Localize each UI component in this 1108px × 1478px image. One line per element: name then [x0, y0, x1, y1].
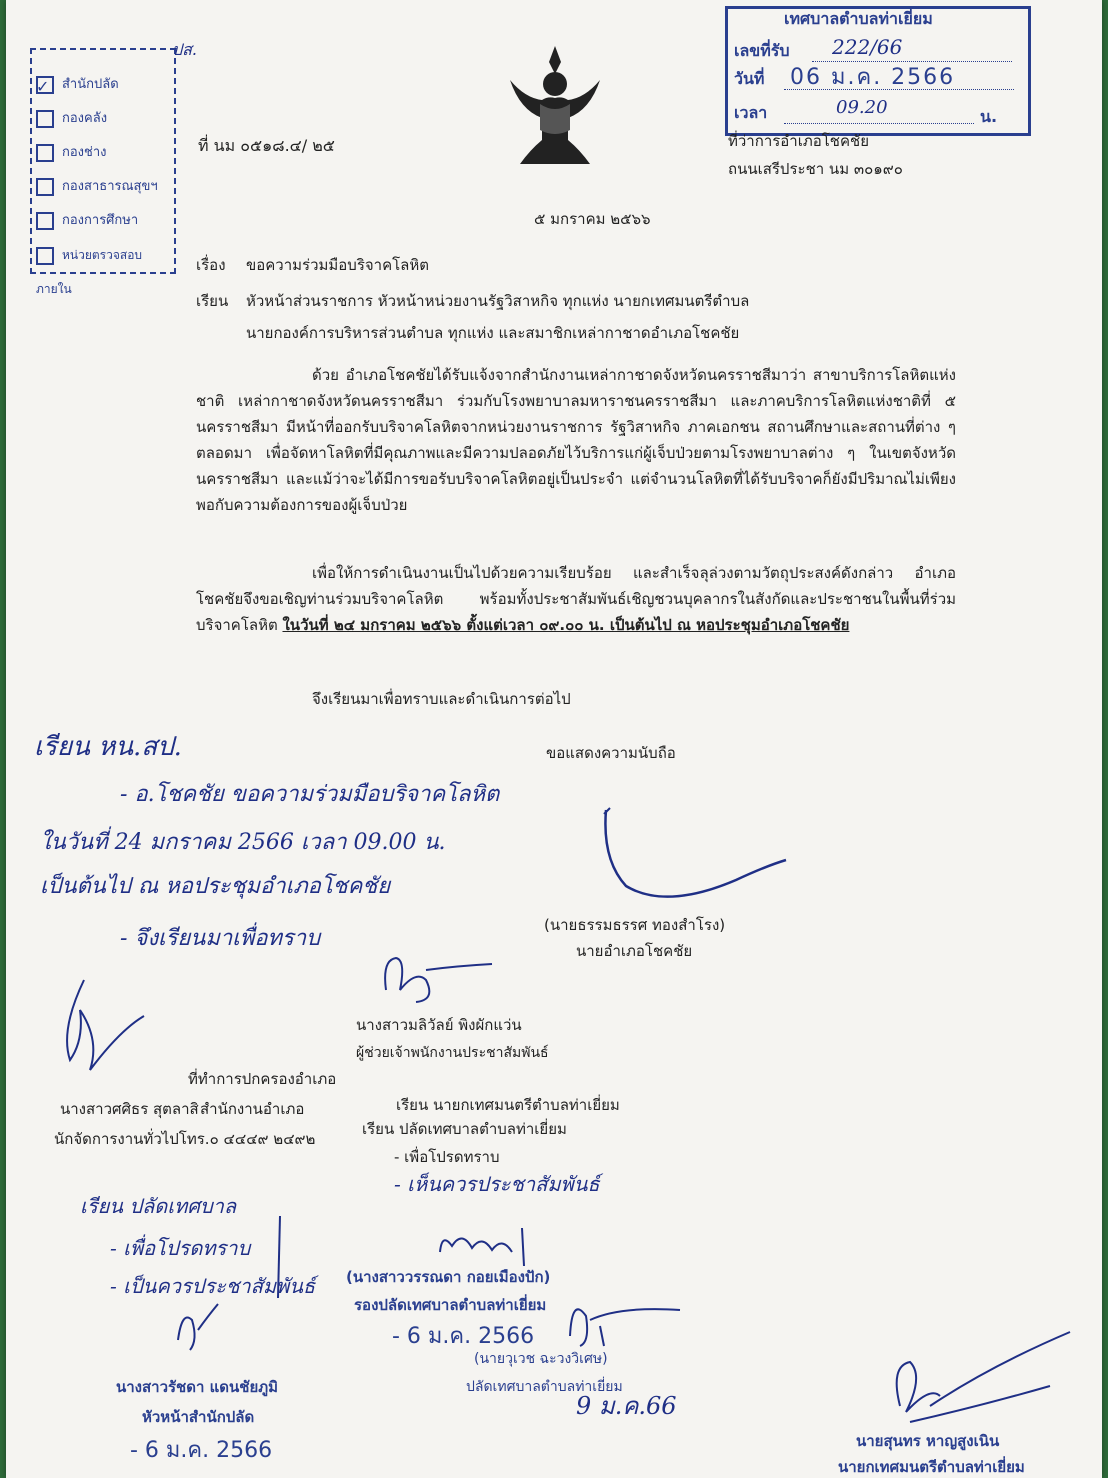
subject-label: เรื่อง — [196, 256, 226, 274]
clerk-date: 9 ม.ค.66 — [576, 1392, 677, 1420]
receive-time-unit: น. — [980, 107, 998, 126]
handwritten-note-1-line4: เป็นต้นไป ณ หอประชุมอำเภอโชคชัย — [40, 874, 391, 899]
mayor-name: นายสุนทร หาญสูงเนิน — [856, 1432, 1000, 1450]
regards: ขอแสดงความนับถือ — [546, 744, 676, 762]
minute-item-1: - เพื่อโปรดทราบ — [394, 1148, 500, 1166]
office-name: ที่ว่าการอำเภอโชคชัย — [728, 132, 869, 150]
paragraph-1: ด้วย อำเภอโชคชัยได้รับแจ้งจากสำนักงานเหล่ากาชาดจังหวัดนครราชสีมาว่า สาขาบริการโลหิตแห่งชาติ เหล่ากาชาดจังหวัดนครราชสีมา ร่วมกับโรงพยาบาลมหาราชนครราชสีมา และภาคบริการโลหิตแห่งชาติที่ ๕ นครราชสีมา มีหน้าที่ออกรับบริจาคโลหิตจากหน่วยงานราชการ รัฐวิสาหกิจ ภาคเอกชน สถานศึกษาและสถานที่ต่าง ๆ ตลอดมา เพื่อจัดหาโลหิตที่มีคุณภาพและมีความปลอดภัยไว้บริการแก่ผู้เจ็บป่วยตามโรงพยาบาลต่าง ๆ ในเขตจังหวัดนครราชสีมา และแม้ว่าจะได้มีการขอรับบริจาคโลหิตอยู่เป็นประจำ แต่จำนวนโลหิตที่ได้รับบริจาคก็ยังมีปริมาณไม่เพียงพอกับความต้องการของผู้เจ็บป่วย — [196, 366, 956, 514]
garuda-emblem-icon — [490, 40, 620, 170]
clerk-title: ปลัดเทศบาลตำบลท่าเยี่ยม — [466, 1379, 623, 1395]
signer-name: (นายธรรมธรรศ ทองสำโรง) — [544, 916, 726, 934]
deputy-signature — [432, 1222, 532, 1272]
checkbox-icon — [36, 110, 54, 128]
routing-list — [36, 68, 174, 306]
to-clerk: เรียน ปลัดเทศบาลตำบลท่าเยี่ยม — [362, 1120, 567, 1138]
clerk-signature — [560, 1286, 690, 1356]
handwritten-note-2-line1: เรียน ปลัดเทศบาล — [80, 1194, 237, 1218]
routing-stamp — [30, 40, 198, 296]
district-chief-signature — [596, 800, 796, 910]
to-label: เรียน — [196, 292, 229, 310]
officer-name: นางสาวมลิวัลย์ พิงผักแว่น — [356, 1016, 522, 1034]
deputy-title: รองปลัดเทศบาลตำบลท่าเยี่ยม — [354, 1296, 547, 1314]
to-line1: หัวหน้าส่วนราชการ หัวหน้าหน่วยงานรัฐวิสาหกิจ ทุกแห่ง นายกเทศมนตรีตำบล — [246, 292, 750, 310]
receive-time-value: 09.20 — [836, 97, 888, 118]
to-mayor: เรียน นายกเทศมนตรีตำบลท่าเยี่ยม — [396, 1096, 620, 1114]
officer-signature — [376, 950, 506, 1010]
closing-line: จึงเรียนมาเพื่อทราบและดำเนินการต่อไป — [312, 690, 571, 708]
deputy-date: - 6 ม.ค. 2566 — [392, 1324, 535, 1349]
mayor-title: นายกเทศมนตรีตำบลท่าเยี่ยม — [838, 1458, 1025, 1476]
checkbox-icon: ✓ — [36, 76, 54, 94]
department-2: สำนักงานอำเภอ — [200, 1100, 305, 1118]
document-ref: ที่ นม ๐๕๑๘.๔/ ๒๕ — [198, 136, 335, 155]
head-signature — [168, 1300, 228, 1360]
handwritten-note-1-line2: - อ.โชคชัย ขอความร่วมมือบริจาคโลหิต — [120, 782, 500, 807]
handwritten-note-1-line5: - จึงเรียนมาเพื่อทราบ — [120, 926, 321, 951]
paragraph-2: เพื่อให้การดำเนินงานเป็นไปด้วยความเรียบร้อย และสำเร็จลุล่วงตามวัตถุประสงค์ดังกล่าว อำเภอโชคชัยจึงขอเชิญท่านร่วมบริจาคโลหิต พร้อมทั้งประชาสัมพันธ์เชิญชวนบุคลากรในสังกัดและประชาชนในพื้นที่ร่วมบริจาคโลหิต ในวันที่ ๒๔ มกราคม ๒๕๖๖ ตั้งแต่เวลา ๐๙.๐๐ น. เป็นต้นไป ณ หอประชุมอำเภอโชคชัย — [196, 564, 956, 634]
receive-stamp-org: เทศบาลตำบลท่าเยี่ยม — [784, 9, 933, 28]
contact-signature — [40, 970, 150, 1080]
minute-item-2: - เห็นควรประชาสัมพันธ์ — [394, 1172, 600, 1196]
receive-stamp — [725, 6, 1031, 136]
department: ที่ทำการปกครองอำเภอ — [188, 1070, 337, 1088]
receive-time-label: เวลา — [734, 103, 768, 122]
contact-name: นางสาวศศิธร สุตลาสิ — [60, 1100, 199, 1118]
mayor-signature — [870, 1326, 1080, 1436]
head-name: นางสาวรัชดา แดนชัยภูมิ — [116, 1378, 279, 1396]
receive-no-value: 222/66 — [832, 35, 903, 59]
to-line2: นายกองค์การบริหารส่วนตำบล ทุกแห่ง และสมาชิกเหล่ากาชาดอำเภอโชคชัย — [246, 324, 740, 342]
event-details: ในวันที่ ๒๔ มกราคม ๒๕๖๖ ตั้งแต่เวลา ๐๙.๐๐ น. เป็นต้นไป ณ หอประชุมอำเภอโชคชัย — [282, 616, 850, 634]
checkbox-icon — [36, 212, 54, 230]
officer-title: ผู้ช่วยเจ้าพนักงานประชาสัมพันธ์ — [356, 1045, 549, 1061]
head-title: หัวหน้าสำนักปลัด — [142, 1408, 255, 1426]
handwritten-note-2-line3: - เป็นควรประชาสัมพันธ์ — [110, 1274, 316, 1298]
routing-item: กองช่าง — [36, 136, 174, 170]
vertical-stroke — [270, 1212, 290, 1302]
office-address: ถนนเสรีประชา นม ๓๐๑๙๐ — [728, 160, 903, 178]
document-date: ๕ มกราคม ๒๕๖๖ — [534, 210, 651, 228]
checkbox-icon — [36, 247, 54, 265]
handwritten-note-1-line3: ในวันที่ 24 มกราคม 2566 เวลา 09.00 น. — [40, 830, 446, 855]
head-date: - 6 ม.ค. 2566 — [130, 1438, 273, 1463]
signer-title: นายอำเภอโชคชัย — [576, 942, 693, 960]
routing-item: กองการศึกษา — [36, 204, 174, 238]
handwritten-note-2-line2: - เพื่อโปรดทราบ — [110, 1236, 251, 1260]
routing-item: กองสาธารณสุขฯ — [36, 170, 174, 204]
routing-item: กองคลัง — [36, 102, 174, 136]
clerk-name: (นายวุเวช ฉะวงวิเศษ) — [474, 1351, 608, 1367]
routing-initials: ปส. — [172, 40, 198, 59]
receive-date-label: วันที่ — [734, 69, 765, 88]
subject-text: ขอความร่วมมือบริจาคโลหิต — [246, 256, 429, 274]
routing-item: หน่วยตรวจสอบภายใน — [36, 248, 143, 296]
deputy-name: (นางสาววรรณดา กอยเมืองปัก) — [346, 1268, 551, 1286]
receive-no-label: เลขที่รับ — [734, 41, 790, 60]
receive-date-value: 06 ม.ค. 2566 — [790, 65, 956, 90]
handwritten-note-1-line1: เรียน หน.สป. — [34, 732, 182, 762]
checkbox-icon — [36, 144, 54, 162]
checkbox-icon — [36, 178, 54, 196]
contact-phone: นักจัดการงานทั่วไปโทร.๐ ๔๔๔๙ ๒๔๙๒ — [54, 1130, 316, 1148]
routing-item: ✓ สำนักปลัด — [36, 76, 119, 96]
